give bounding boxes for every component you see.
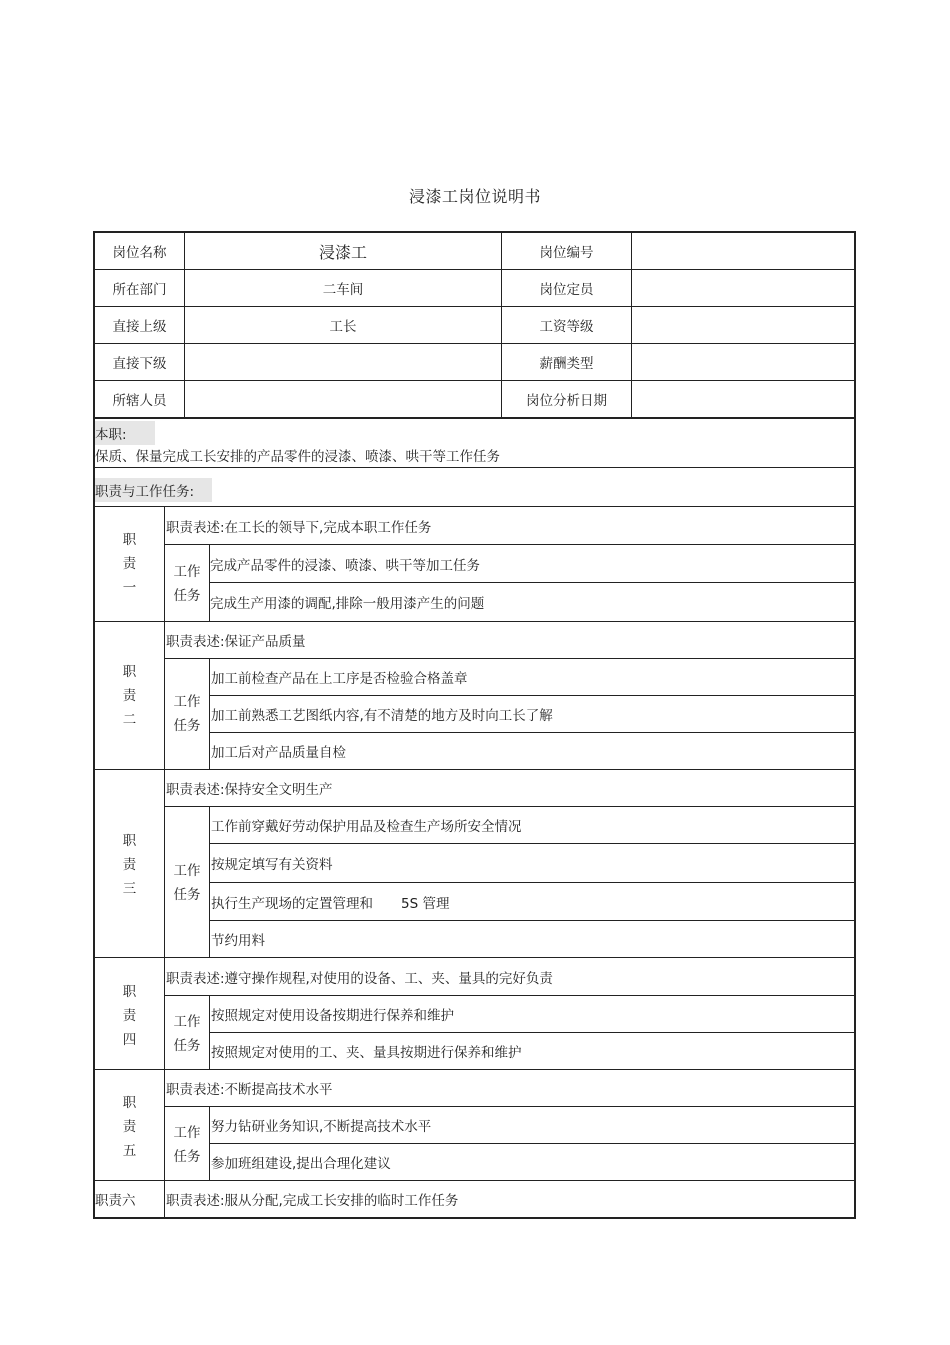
label-superior: 直接上级 <box>112 319 167 335</box>
benzhi-label: 本职: <box>95 421 155 445</box>
duty-3-task-2: 按规定填写有关资料 <box>211 857 333 873</box>
duty-4-task-1: 按照规定对使用设备按期进行保养和维护 <box>211 1008 454 1024</box>
duty-1-task-label: 工作 任务 <box>173 564 201 604</box>
duty-3-task-label: 工作 任务 <box>173 863 201 903</box>
duty-1-label: 职 责 一 <box>122 532 137 596</box>
duty-3-task-3: 执行生产现场的定置管理和 5S 管理 <box>211 883 449 920</box>
label-analysis-date: 岗位分析日期 <box>526 393 607 409</box>
label-department: 所在部门 <box>112 282 167 298</box>
duty-5-desc: 职责表述:不断提高技术水平 <box>166 1082 333 1098</box>
duty-header-wrap <box>95 478 212 500</box>
duty-2-task-3: 加工后对产品质量自检 <box>211 745 346 761</box>
label-post-number: 岗位编号 <box>539 245 594 261</box>
duty-5-task-2: 参加班组建设,提出合理化建议 <box>211 1156 391 1172</box>
value-post-name: 浸漆工 <box>318 242 367 262</box>
duty-3-task-3-extra: 5S 管理 <box>401 895 450 912</box>
duty-6-label: 职责六 <box>95 1193 136 1209</box>
duty-2-desc: 职责表述:保证产品质量 <box>166 634 306 650</box>
duty-2-label: 职 责 二 <box>122 664 137 728</box>
duty-header: 职责与工作任务: <box>95 478 212 502</box>
duty-2-task-1: 加工前检查产品在上工序是否检验合格盖章 <box>211 671 468 687</box>
value-headcount <box>632 270 854 306</box>
duty-4-desc: 职责表述:遵守操作规程,对使用的设备、工、夹、量具的完好负责 <box>166 970 553 987</box>
value-staff <box>185 381 501 417</box>
duty-5-task-1: 努力钻研业务知识,不断提高技术水平 <box>211 1119 432 1135</box>
duty-2-task-label: 工作 任务 <box>173 694 201 734</box>
duty-3-task-1: 工作前穿戴好劳动保护用品及检查生产场所安全情况 <box>211 819 522 835</box>
value-post-number <box>632 233 854 269</box>
duty-4-label: 职 责 四 <box>122 984 137 1048</box>
label-subordinate: 直接下级 <box>112 356 167 372</box>
duty-3-label: 职 责 三 <box>122 833 137 897</box>
duty-1-desc: 职责表述:在工长的领导下,完成本职工作任务 <box>166 519 432 536</box>
duty-5-task-label: 工作 任务 <box>173 1125 201 1165</box>
label-pay-type: 薪酬类型 <box>539 356 594 372</box>
value-subordinate <box>185 344 501 380</box>
page-title: 浸漆工岗位说明书 <box>408 187 541 206</box>
duty-6-desc: 职责表述:服从分配,完成工长安排的临时工作任务 <box>166 1193 459 1209</box>
duty-3-task-4: 节约用料 <box>211 933 265 949</box>
duty-3-desc: 职责表述:保持安全文明生产 <box>166 782 333 798</box>
benzhi-text: 保质、保量完成工长安排的产品零件的浸漆、喷漆、哄干等工作任务 <box>95 449 500 465</box>
value-wage-grade <box>632 307 854 343</box>
value-pay-type <box>632 344 854 380</box>
label-headcount: 岗位定员 <box>539 282 594 298</box>
value-superior: 工长 <box>329 319 357 335</box>
value-department: 二车间 <box>322 282 364 298</box>
duty-5-label: 职 责 五 <box>122 1095 137 1159</box>
duty-2-task-2: 加工前熟悉工艺图纸内容,有不清楚的地方及时向工长了解 <box>211 708 553 724</box>
value-analysis-date <box>632 381 854 417</box>
duty-4-task-label: 工作 任务 <box>173 1014 201 1054</box>
duty-1-task-1: 完成产品零件的浸漆、喷漆、哄干等加工任务 <box>210 557 480 574</box>
label-wage-grade: 工资等级 <box>539 319 594 335</box>
benzhi-label-wrap <box>95 421 155 441</box>
duty-4-task-2: 按照规定对使用的工、夹、量具按期进行保养和维护 <box>211 1045 522 1061</box>
label-staff: 所辖人员 <box>112 393 167 409</box>
label-post-name: 岗位名称 <box>112 245 167 261</box>
duty-1-task-2: 完成生产用漆的调配,排除一般用漆产生的问题 <box>210 596 485 612</box>
